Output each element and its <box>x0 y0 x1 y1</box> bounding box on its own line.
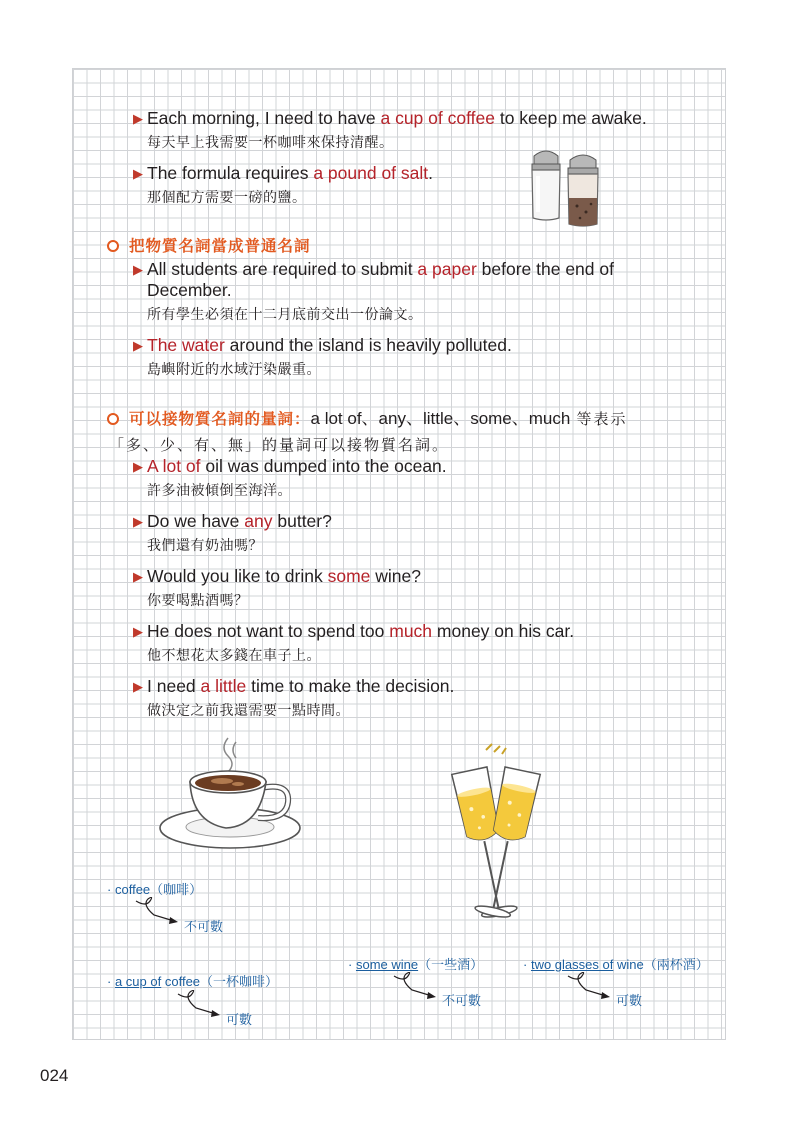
section-heading: 可以接物質名詞的量詞：a lot of、any、little、some、much 等表示 「多、少、有、無」的量詞可以接物質名詞。 <box>109 409 628 454</box>
translation: 他不想花太多錢在車子上。 <box>147 647 321 663</box>
circle-bullet-icon <box>107 413 119 425</box>
example-sentence: ▶ Do we have any butter? 我們還有奶油嗎？ <box>133 511 713 554</box>
example-sentence: ▶ Would you like to drink some wine? 你要喝點酒嗎？ <box>133 566 713 609</box>
count-label: 可數 <box>616 993 643 1008</box>
translation: 那個配方需要一磅的鹽。 <box>147 189 307 205</box>
triangle-bullet-icon: ▶ <box>133 262 143 277</box>
count-label: 可數 <box>226 1012 253 1027</box>
example-sentence: ▶ A lot of oil was dumped into the ocean. 許多油被傾倒至海洋。 <box>133 456 713 499</box>
triangle-bullet-icon: ▶ <box>133 679 143 694</box>
curved-arrow-icon <box>176 990 226 1020</box>
example-sentence: ▶ He does not want to spend too much money on his car. 他不想花太多錢在車子上。 <box>133 621 713 664</box>
translation: 做決定之前我還需要一點時間。 <box>147 702 350 718</box>
translation: 每天早上我需要一杯咖啡來保持清醒。 <box>147 134 394 150</box>
triangle-bullet-icon: ▶ <box>133 111 143 126</box>
example-sentence: ▶ The water around the island is heavily polluted. 島嶼附近的水域汙染嚴重。 <box>133 335 713 378</box>
example-sentence: ▶ Each morning, I need to have a cup of coffee to keep me awake. 每天早上我需要一杯咖啡來保持清醒。 <box>133 108 713 151</box>
example-sentence: ▶ The formula requires a pound of salt. 那個配方需要一磅的鹽。 <box>133 163 713 206</box>
champagne-glasses-illustration <box>436 742 556 932</box>
translation: 島嶼附近的水域汙染嚴重。 <box>147 361 321 377</box>
circle-bullet-icon <box>107 240 119 252</box>
curved-arrow-icon <box>566 972 616 1002</box>
triangle-bullet-icon: ▶ <box>133 569 143 584</box>
translation: 許多油被傾倒至海洋。 <box>147 482 292 498</box>
curved-arrow-icon <box>134 897 184 927</box>
triangle-bullet-icon: ▶ <box>133 624 143 639</box>
triangle-bullet-icon: ▶ <box>133 166 143 181</box>
example-sentence: ▶ All students are required to submit a paper before the end of December. 所有學生必須在十二月底前交出一份論文。 <box>133 259 713 323</box>
translation: 所有學生必須在十二月底前交出一份論文。 <box>147 306 423 322</box>
translation: 我們還有奶油嗎？ <box>147 537 263 553</box>
page-number: 024 <box>40 1066 69 1085</box>
count-label: 不可數 <box>184 919 224 934</box>
count-label: 不可數 <box>442 993 482 1008</box>
annotation-some-wine: · some wine（一些酒） <box>348 957 484 972</box>
triangle-bullet-icon: ▶ <box>133 459 143 474</box>
triangle-bullet-icon: ▶ <box>133 514 143 529</box>
annotation-two-glasses-of-wine: · two glasses of wine（兩杯酒） <box>523 957 709 972</box>
translation: 你要喝點酒嗎？ <box>147 592 249 608</box>
triangle-bullet-icon: ▶ <box>133 338 143 353</box>
section-heading: 把物質名詞當成普通名詞 <box>107 234 707 256</box>
annotation-coffee: · coffee（咖啡） <box>107 882 203 897</box>
annotation-cup-of-coffee: · a cup of coffee（一杯咖啡） <box>107 974 279 989</box>
curved-arrow-icon <box>392 972 442 1002</box>
example-sentence: ▶ I need a little time to make the decision. 做決定之前我還需要一點時間。 <box>133 676 713 719</box>
coffee-cup-illustration <box>158 736 304 852</box>
salt-pepper-shakers-illustration <box>522 146 608 232</box>
